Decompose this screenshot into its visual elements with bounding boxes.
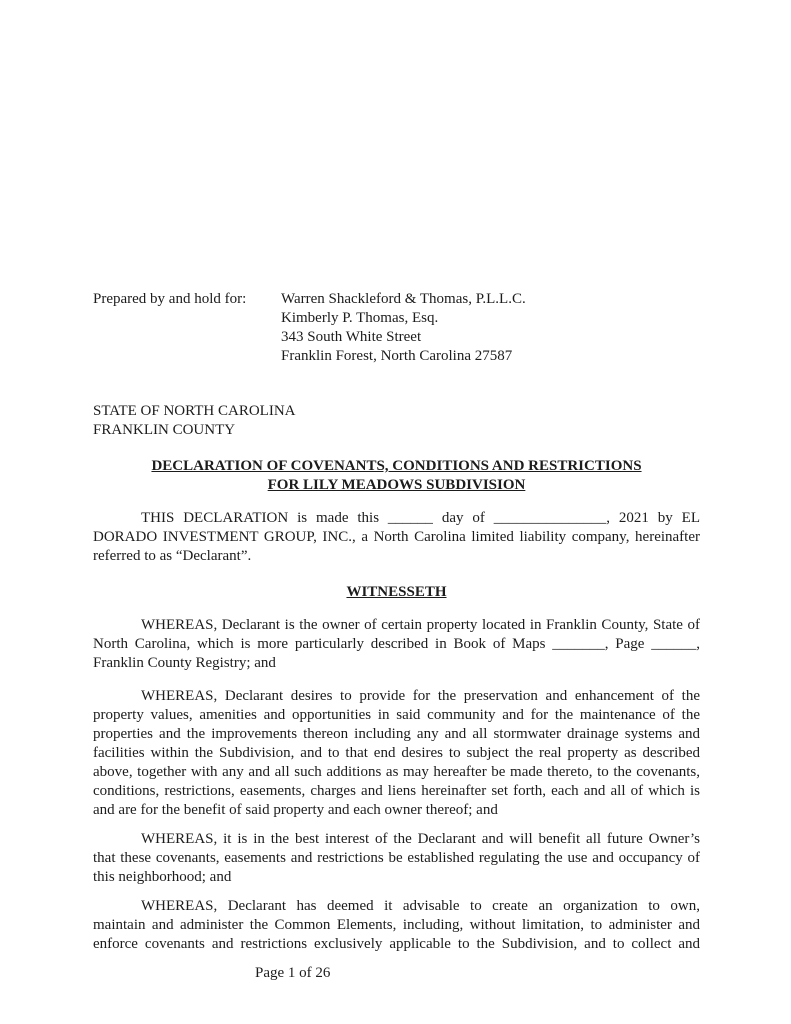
text-line: Warren Shackleford & Thomas, P.L.L.C. xyxy=(281,291,526,307)
county-line: FRANKLIN COUNTY xyxy=(93,422,236,438)
prepared-by-label: Prepared by and hold for: xyxy=(93,291,247,307)
law-firm-address-block xyxy=(281,290,700,366)
paragraph-declaration xyxy=(93,509,700,566)
text-line: that these covenants, easements and restrictions be established regulating the use and occupancy of xyxy=(93,850,700,866)
text-line: facilities within the Subdivision, and to that end desires to subject the real property as described xyxy=(93,745,700,761)
text-line: THIS DECLARATION is made this ______ day of _______________, 2021 by EL xyxy=(141,510,700,526)
text-line: WHEREAS, it is in the best interest of the Declarant and will benefit all future Owner’s xyxy=(141,831,700,847)
text-line: this neighborhood; and xyxy=(93,869,232,885)
text-line: referred to as “Declarant”. xyxy=(93,548,252,564)
text-line: North Carolina, which is more particularly described in Book of Maps _______, Page ______, xyxy=(93,636,700,652)
text-line: 343 South White Street xyxy=(281,329,422,345)
paragraph-whereas-owner xyxy=(93,616,700,673)
prepared-by-block xyxy=(93,290,700,366)
text-line: enforce covenants and restrictions exclusively applicable to the Subdivision, and to collect and xyxy=(93,936,700,952)
text-line: Kimberly P. Thomas, Esq. xyxy=(281,310,439,326)
page-number-label: Page 1 of 26 xyxy=(255,965,331,981)
text-line: property values, amenities and opportunities in said community and for the maintenance of the xyxy=(93,707,700,723)
witnesseth-heading xyxy=(93,583,700,602)
document-title xyxy=(93,457,700,495)
text-line: Franklin County Registry; and xyxy=(93,655,276,671)
text-line: WHEREAS, Declarant has deemed it advisable to create an organization to own, xyxy=(141,898,700,914)
document-title-line2: FOR LILY MEADOWS SUBDIVISION xyxy=(267,477,526,493)
document-content xyxy=(93,290,700,983)
text-line: WHEREAS, Declarant desires to provide for the preservation and enhancement of the xyxy=(141,688,700,704)
paragraph-whereas-organization xyxy=(93,897,700,954)
text-line: maintain and administer the Common Elements, including, without limitation, to administer and xyxy=(93,917,700,933)
text-line: and are for the benefit of said property and each owner thereof; and xyxy=(93,802,498,818)
state-line: STATE OF NORTH CAROLINA xyxy=(93,403,296,419)
paragraph-whereas-interest xyxy=(93,830,700,887)
text-line: above, together with any and all such additions as may hereafter be made thereto, to the covenants, xyxy=(93,764,700,780)
text-line: conditions, restrictions, easements, charges and liens hereinafter set forth, each and all of which is xyxy=(93,783,700,799)
text-line: Franklin Forest, North Carolina 27587 xyxy=(281,348,513,364)
text-line: DORADO INVESTMENT GROUP, INC., a North Carolina limited liability company, hereinafter xyxy=(93,529,700,545)
paragraph-whereas-preservation xyxy=(93,687,700,820)
text-line: WHEREAS, Declarant is the owner of certain property located in Franklin County, State of xyxy=(141,617,700,633)
document-title-line1: DECLARATION OF COVENANTS, CONDITIONS AND RESTRICTIONS xyxy=(151,458,642,474)
text-line: properties and the improvements thereon including any and all stormwater drainage systems and xyxy=(93,726,700,742)
state-county-block xyxy=(93,402,700,440)
page-footer xyxy=(93,964,700,983)
witnesseth-heading-text: WITNESSETH xyxy=(346,584,447,600)
